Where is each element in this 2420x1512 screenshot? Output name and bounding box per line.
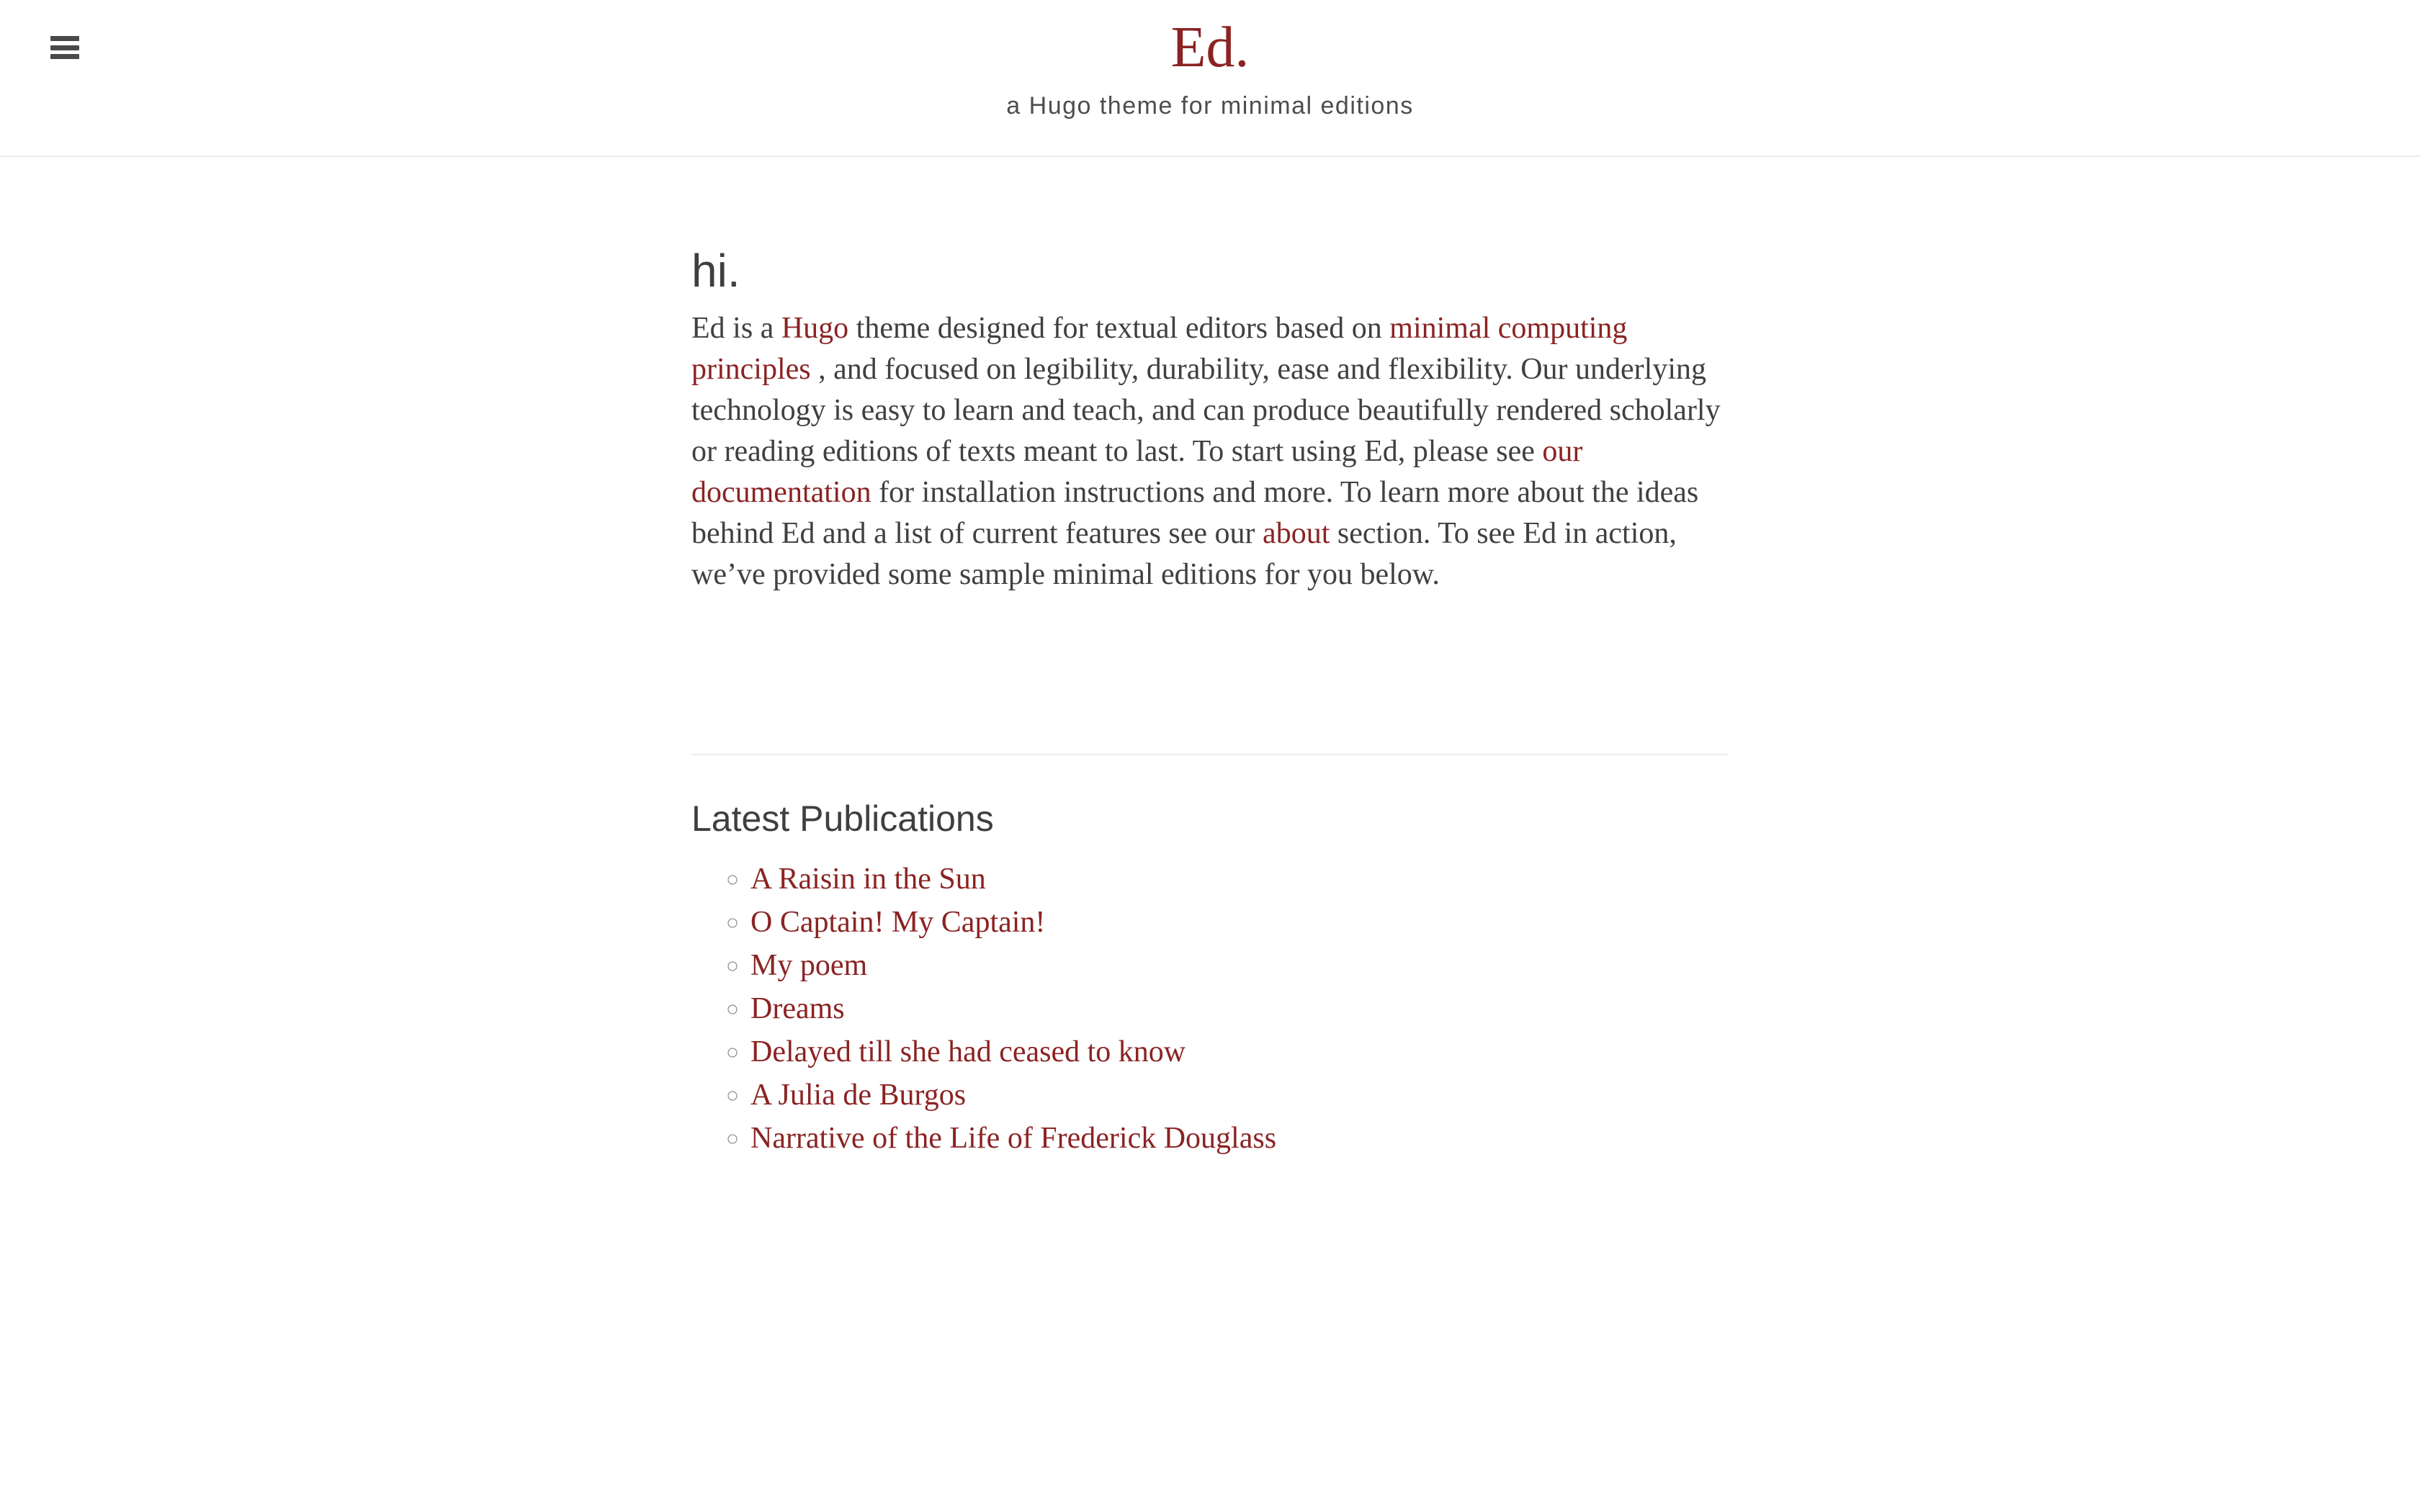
hamburger-bar — [50, 54, 79, 59]
publication-link[interactable]: A Julia de Burgos — [750, 1079, 967, 1112]
publication-item — [750, 858, 1729, 901]
site-subtitle: a Hugo theme for minimal editions — [1006, 92, 1414, 120]
publication-item — [750, 944, 1729, 987]
publication-link[interactable]: My poem — [750, 949, 868, 982]
publication-link[interactable]: Narrative of the Life of Frederick Douglass — [750, 1122, 1277, 1155]
intro-link-5[interactable]: our documentation — [691, 435, 1583, 509]
publication-item — [750, 1117, 1729, 1160]
publication-item — [750, 987, 1729, 1030]
site-title — [0, 16, 2420, 79]
publication-link[interactable]: O Captain! My Captain! — [750, 906, 1046, 939]
publication-link[interactable]: Dreams — [750, 992, 845, 1025]
intro-paragraph: Ed is a Hugo theme designed for textual editors based on minimal computing principles , and focused on legibility, durability, ease and flexibility. Our underlying technology is easy to learn and teach, and can produce beautifully rendered scholarly or reading editions of texts meant to last. To start using Ed, please see our documentation for installation instructions and more. To learn more about the ideas behind Ed and a list of current features see our about section. To see Ed in action, we’ve provided some sample minimal editions for you below. — [691, 312, 1721, 591]
publication-item — [750, 1030, 1729, 1074]
menu-button[interactable] — [50, 36, 79, 59]
publication-item — [750, 901, 1729, 944]
site-header — [0, 0, 2420, 157]
intro-link-7[interactable]: about — [1263, 517, 1330, 550]
main-content — [691, 245, 1729, 1160]
hamburger-bar — [50, 36, 79, 41]
greeting-heading: hi. — [691, 245, 740, 297]
hamburger-icon — [50, 36, 79, 59]
section-divider — [691, 754, 1729, 755]
site-title-link[interactable]: Ed. — [1170, 16, 1250, 79]
intro-link-1[interactable]: Hugo — [781, 312, 849, 345]
publications-list — [691, 858, 1729, 1160]
publication-link[interactable]: A Raisin in the Sun — [750, 863, 986, 896]
latest-publications-heading: Latest Publications — [691, 798, 994, 839]
intro-link-3[interactable]: minimal computing principles — [691, 312, 1628, 386]
hamburger-bar — [50, 45, 79, 50]
publication-link[interactable]: Delayed till she had ceased to know — [750, 1035, 1186, 1068]
publication-item — [750, 1074, 1729, 1117]
